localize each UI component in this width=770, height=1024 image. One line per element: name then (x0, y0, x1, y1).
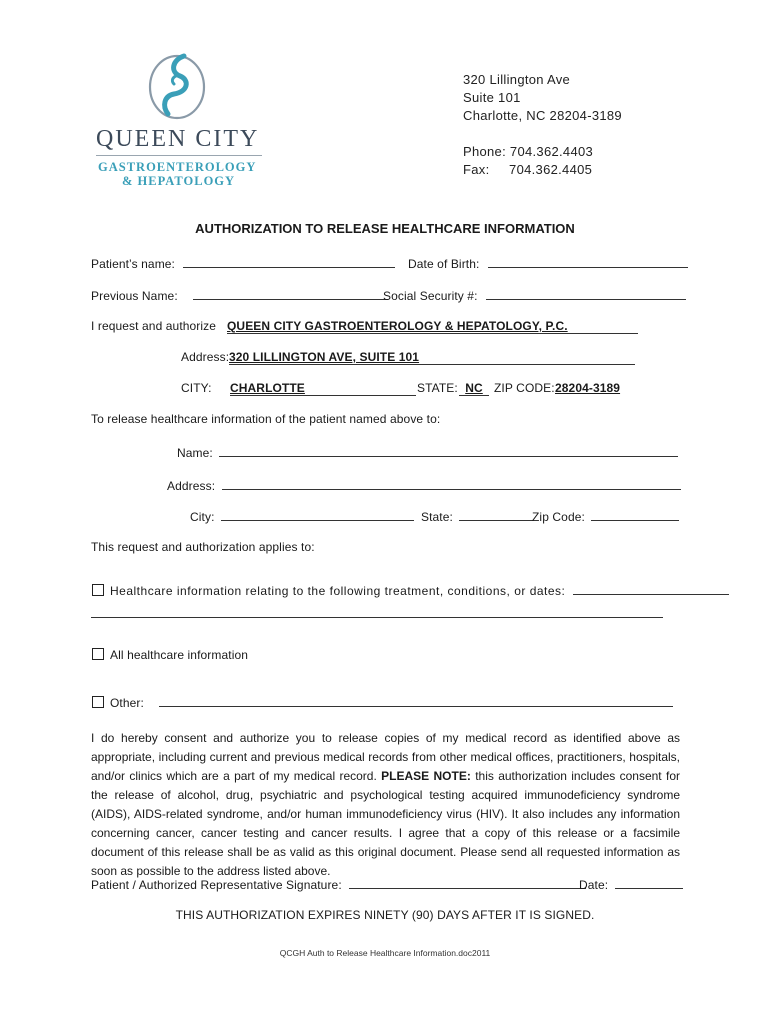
ssn-row (383, 287, 686, 303)
address-line1: 320 Lillington Ave (463, 72, 571, 87)
option-treatment-field[interactable] (573, 582, 729, 595)
recipient-name-label: Name: (177, 446, 213, 460)
auth-state-label: STATE: (417, 381, 458, 395)
logo (94, 50, 264, 190)
consent-paragraph (91, 729, 680, 881)
release-to-text: To release healthcare information of the patient named above to: (91, 412, 441, 426)
auth-zip-text: 28204-3189 (555, 381, 621, 395)
option-treatment-label: Healthcare information relating to the following treatment, conditions, or dates: (110, 584, 566, 598)
consent-text-b: this authorization includes consent for the release of alcohol, drug, psychiatric and psychological testing acquired immunodeficiency syndrome (AIDS), AIDS-related syndrome, and/or human immunodeficiency virus (HIV). It also includes any information concerning cancer, cancer testing and cancer results. I agree that a copy of this release or a facsimile document of this release shall be as valid as this original document. Please send all requested information as soon as possible to the address listed above. (91, 769, 680, 878)
patient-name-field[interactable] (183, 255, 395, 268)
recipient-name-field[interactable] (219, 444, 678, 457)
recipient-zip-row (532, 508, 679, 524)
auth-city-text: CHARLOTTE (230, 381, 305, 395)
auth-address-text: 320 LILLINGTON AVE, SUITE 101 (229, 350, 420, 364)
applies-to-text: This request and authorization applies to: (91, 540, 315, 554)
date-row (579, 876, 683, 892)
auth-zip-value[interactable] (555, 381, 620, 395)
option-treatment-row (92, 582, 729, 598)
option-other-field[interactable] (159, 694, 673, 707)
option-other-checkbox[interactable] (92, 696, 104, 708)
footer-filename: QCGH Auth to Release Healthcare Information.doc2011 (279, 948, 491, 958)
address-line2: Suite 101 (463, 90, 521, 105)
logo-sub2: & HEPATOLOGY (122, 174, 236, 188)
date-field[interactable] (615, 876, 683, 889)
logo-name: QUEEN CITY (96, 126, 260, 152)
patient-name-row (91, 255, 395, 271)
signature-row (91, 876, 586, 892)
auth-address-label: Address: (181, 350, 230, 364)
please-note-label: PLEASE NOTE: (381, 769, 471, 783)
recipient-city-label: City: (190, 510, 215, 524)
ssn-label: Social Security #: (383, 289, 478, 303)
previous-name-field[interactable] (193, 287, 388, 300)
form-title: AUTHORIZATION TO RELEASE HEALTHCARE INFORMATION (195, 221, 575, 236)
request-label: I request and authorize (91, 319, 217, 333)
dob-label: Date of Birth: (408, 257, 480, 271)
recipient-name-row (177, 444, 678, 460)
date-label: Date: (579, 878, 609, 892)
recipient-address-label: Address: (167, 479, 216, 493)
dob-field[interactable] (488, 255, 688, 268)
signature-field[interactable] (349, 876, 586, 889)
recipient-city-field[interactable] (221, 508, 414, 521)
previous-name-label: Previous Name: (91, 289, 178, 303)
logo-emblem-icon (144, 50, 214, 122)
auth-state-value[interactable] (459, 381, 489, 396)
option-other-row (92, 694, 673, 710)
address-line3: Charlotte, NC 28204-3189 (463, 108, 622, 123)
expiration-notice: THIS AUTHORIZATION EXPIRES NINETY (90) DAYS AFTER IT IS SIGNED. (175, 908, 595, 922)
consent-text-a: I do hereby consent and authorize you to release copies of my medical record as identified above as appropriate, including current and previous medical records from other medical offices, practitioners, hospitals, and/or clinics which are a part of my medical record. (91, 731, 680, 783)
phone: Phone: 704.362.4403 (463, 144, 594, 159)
recipient-zip-field[interactable] (591, 508, 679, 521)
request-value[interactable] (227, 319, 638, 334)
logo-divider (96, 155, 262, 156)
previous-name-row (91, 287, 388, 303)
recipient-city-row (190, 508, 414, 524)
auth-zip-label: ZIP CODE: (494, 381, 555, 395)
recipient-address-row (167, 477, 681, 493)
recipient-state-row (421, 508, 533, 524)
auth-state-text: NC (465, 381, 483, 395)
option-all-row (92, 648, 248, 662)
recipient-state-label: State: (421, 510, 453, 524)
dob-row (408, 255, 688, 271)
recipient-state-field[interactable] (459, 508, 533, 521)
option-all-checkbox[interactable] (92, 648, 104, 660)
request-value-text: QUEEN CITY GASTROENTEROLOGY & HEPATOLOGY, P.C. (227, 319, 568, 333)
option-treatment-line2[interactable] (91, 617, 663, 618)
recipient-address-field[interactable] (222, 477, 681, 490)
signature-label: Patient / Authorized Representative Signature: (91, 878, 342, 892)
logo-sub1: GASTROENTEROLOGY (98, 160, 257, 174)
auth-city-label: CITY: (181, 381, 212, 395)
practice-address (463, 71, 622, 179)
auth-address-value[interactable] (229, 350, 635, 365)
option-treatment-checkbox[interactable] (92, 584, 104, 596)
fax: Fax: 704.362.4405 (463, 162, 593, 177)
option-other-label: Other: (110, 696, 144, 710)
auth-city-value[interactable] (230, 381, 416, 396)
recipient-zip-label: Zip Code: (532, 510, 585, 524)
ssn-field[interactable] (486, 287, 686, 300)
option-all-label: All healthcare information (110, 648, 249, 662)
patient-name-label: Patient’s name: (91, 257, 175, 271)
